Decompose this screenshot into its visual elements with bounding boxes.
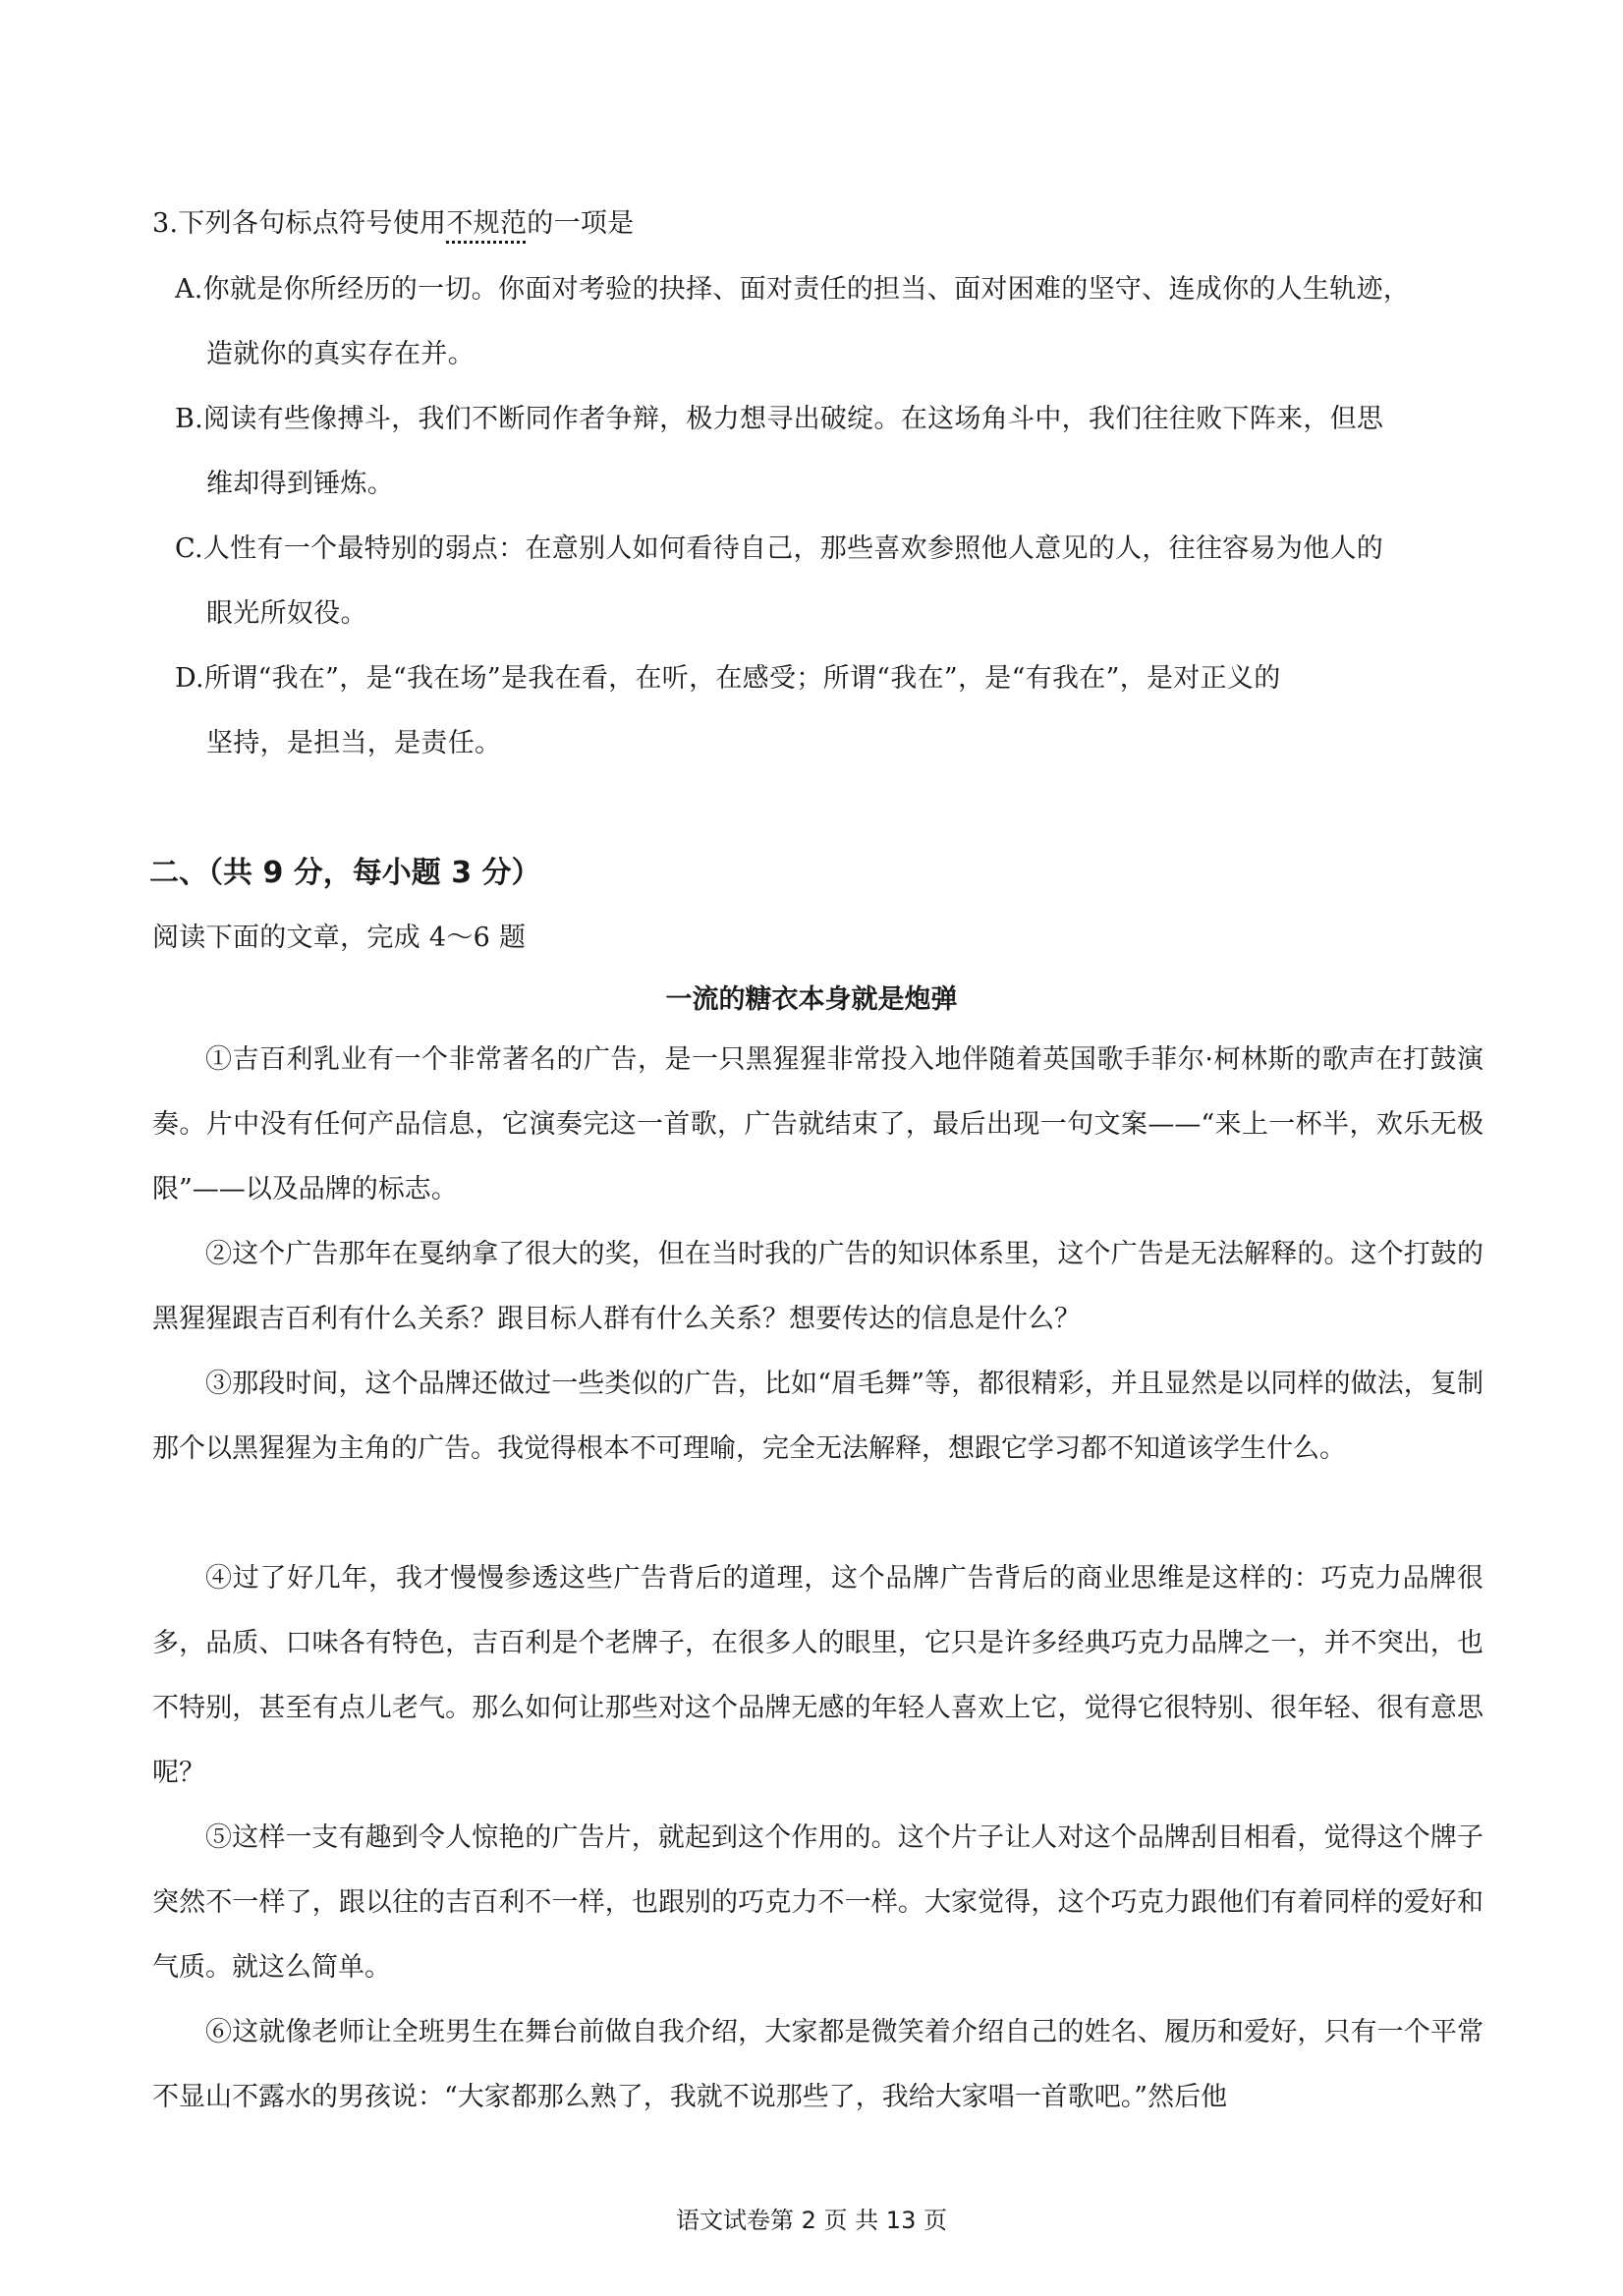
option-a-line1: A.你就是你所经历的一切。你面对考验的抉择、面对责任的担当、面对困难的坚守、连成你的人生轨迹， [175, 274, 1411, 305]
option-d-line1: D.所谓“我在”，是“我在场”是我在看，在听，在感受；所谓“我在”，是“有我在”，是对正义的 [175, 663, 1281, 694]
article-paragraph-3: ③那段时间，这个品牌还做过一些类似的广告，比如“眉毛舞”等，都很精彩，并且显然是以同样的做法，复制那个以黑猩猩为主角的广告。我觉得根本不可理喻，完全无法解释，想跟它学习都不知道该学生什么。 [152, 1369, 1483, 1464]
option-c-line1: C.人性有一个最特别的弱点：在意别人如何看待自己，那些喜欢参照他人意见的人，往往容易为他人的 [175, 533, 1384, 564]
question-3-stem-prefix: 3.下列各句标点符号使用 [152, 208, 447, 239]
option-b-line1: B.阅读有些像搏斗，我们不断同作者争辩，极力想寻出破绽。在这场角斗中，我们往往败下阵来，但思 [175, 404, 1384, 434]
option-a-line2: 造就你的真实存在并。 [206, 339, 475, 369]
question-3-stem-suffix: 的一项是 [527, 208, 635, 239]
section-2-instruction: 阅读下面的文章，完成 4～6 题 [152, 923, 527, 953]
section-2-title: 二、（共 9 分，每小题 3 分） [149, 856, 541, 890]
article-title: 一流的糖衣本身就是炮弹 [665, 984, 958, 1015]
option-d-line2: 坚持，是担当，是责任。 [206, 728, 502, 758]
question-3-stem [152, 204, 634, 244]
option-c-line2: 眼光所奴役。 [206, 598, 367, 629]
page-footer: 语文试卷第 2 页 共 13 页 [676, 2207, 947, 2234]
article-paragraph-4: ④过了好几年，我才慢慢参透这些广告背后的道理，这个品牌广告背后的商业思维是这样的：巧克力品牌很多，品质、口味各有特色，吉百利是个老牌子，在很多人的眼里，它只是许多经典巧克力品牌之一，并不突出，也不特别，甚至有点儿老气。那么如何让那些对这个品牌无感的年轻人喜欢上它，觉得它很特别、很年轻、很有意思呢？ [152, 1563, 1483, 1788]
article-paragraph-6: ⑥这就像老师让全班男生在舞台前做自我介绍，大家都是微笑着介绍自己的姓名、履历和爱好，只有一个平常不显山不露水的男孩说：“大家都那么熟了，我就不说那些了，我给大家唱一首歌吧。”然后他 [152, 2017, 1483, 2112]
question-3-emphasis: 不规范 [446, 208, 528, 239]
article-paragraph-1: ①吉百利乳业有一个非常著名的广告，是一只黑猩猩非常投入地伴随着英国歌手菲尔·柯林斯的歌声在打鼓演奏。片中没有任何产品信息，它演奏完这一首歌，广告就结束了，最后出现一句文案——“来上一杯半，欢乐无极限”——以及品牌的标志。 [152, 1044, 1483, 1204]
article-paragraph-2: ②这个广告那年在戛纳拿了很大的奖，但在当时我的广告的知识体系里，这个广告是无法解释的。这个打鼓的黑猩猩跟吉百利有什么关系？跟目标人群有什么关系？想要传达的信息是什么？ [152, 1239, 1483, 1334]
option-b-line2: 维却得到锤炼。 [206, 469, 395, 499]
article-paragraph-5: ⑤这样一支有趣到令人惊艳的广告片，就起到这个作用的。这个片子让人对这个品牌刮目相看，觉得这个牌子突然不一样了，跟以往的吉百利不一样，也跟别的巧克力不一样。大家觉得，这个巧克力跟他们有着同样的爱好和气质。就这么简单。 [152, 1822, 1483, 1983]
